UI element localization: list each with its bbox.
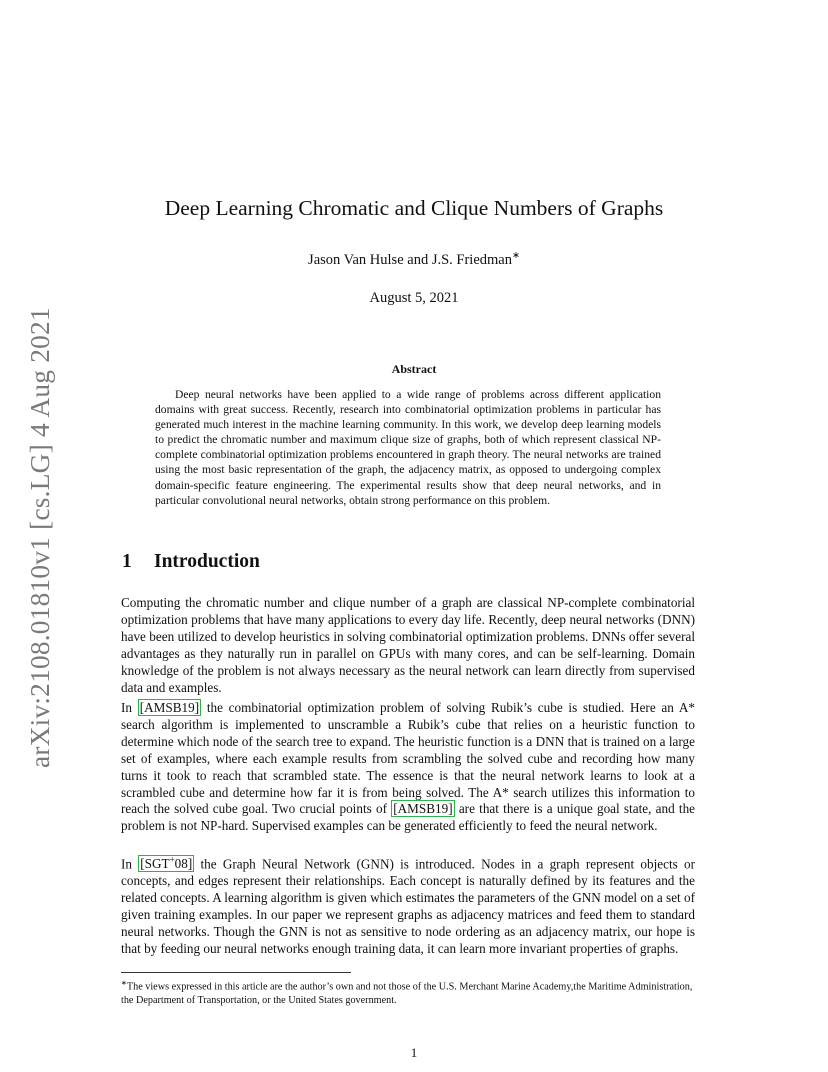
- intro-paragraph-2: [121, 700, 695, 835]
- section-number: 1: [122, 551, 132, 572]
- arxiv-identifier-stamp: arXiv:2108.01810v1 [cs.LG] 4 Aug 2021: [25, 307, 55, 768]
- footnote-text: The views expressed in this article are the author’s own and not those of the U.S. Merchant Marine Academy,the Maritime Administration, the Department of Transportation, or the United States government.: [121, 981, 693, 1007]
- citation-superscript: +: [169, 855, 175, 865]
- intro-paragraph-1: Computing the chromatic number and clique number of a graph are classical NP-complete combinatorial optimization problems that have many applications to every day life. Recently, deep neural networks (DNN) have been utilized to develop heuristics in solving combinatorial optimization problems. DNNs offer several advantages as they naturally run in parallel on GPUs with many cores, and can be self-learning. Domain knowledge of the problem is not always necessary as the neural network can learn directly from supervised data and examples.: [121, 595, 695, 695]
- paper-date: August 5, 2021: [369, 290, 459, 306]
- intro-paragraph-3: [121, 852, 695, 958]
- citation-label: AMSB19: [397, 801, 449, 817]
- footnote-divider: [121, 972, 351, 973]
- section-title: Introduction: [154, 551, 260, 572]
- author-names: Jason Van Hulse and J.S. Friedman: [308, 251, 512, 268]
- citation-label: SGT: [144, 856, 170, 872]
- abstract-text: Deep neural networks have been applied to a wide range of problems across different application domains with great success. Recently, research into combinatorial optimization problems in particular has generated much interest in the machine learning community. In this work, we develop deep learning models to predict the chromatic number and maximum clique size of graphs, both of which represent classical NP-complete combinatorial optimization problems encountered in graph theory. The neural networks are trained using the most basic representation of the graph, the adjacency matrix, as opposed to undergoing complex domain-specific feature engineering. The experimental results show that deep neural networks, and in particular convolutional neural networks, obtain strong performance on this problem.: [155, 388, 661, 507]
- citation-link-amsb19-second[interactable]: [AMSB19]: [393, 801, 453, 817]
- paragraph-text: are that there is a unique goal state, and the problem is not NP-hard. Supervised examples can be generated efficiently to feed the neural network.: [121, 801, 696, 834]
- paragraph-text: In: [121, 856, 139, 872]
- footnote: [121, 976, 695, 1008]
- footnote-mark: ∗: [121, 979, 127, 987]
- citation-year: 08: [174, 856, 188, 872]
- paragraph-text: In: [121, 700, 138, 715]
- author-footnote-mark: ∗: [511, 251, 520, 261]
- paragraph-text: the combinatorial optimization problem of solving Rubik’s cube is studied. Here an A* search algorithm is implemented to unscramble a Rubik’s cube that relies on a heuristic function to determine which node of the search tree to expand. The heuristic function is a DNN that is trained on a large set of examples, where each example results from scrambling the solved cube and recording how many turns it took to reach that scrambled state. The essence is that the neural network learns to look at a scrambled cube and determine how far it is from being solved. The A* search utilizes this information to reach the solved cube goal. Two crucial points of: [121, 700, 695, 817]
- citation-label: AMSB19: [144, 700, 195, 715]
- abstract-heading: Abstract: [391, 362, 437, 376]
- paragraph-text: the Graph Neural Network (GNN) is introduced. Nodes in a graph represent objects or concepts, and edges represent their relationships. Each concept is naturally defined by its features and the related concepts. A learning algorithm is given which estimates the parameters of the GNN model on a set of given training examples. In our paper we represent graphs as adjacency matrices and feed them to standard neural networks. Though the GNN is not as sensitive to node ordering as an adjacency matrix, our hope is that by feeding our neural networks enough training data, it can learn more invariant properties of graphs.: [121, 856, 695, 956]
- paper-title: Deep Learning Chromatic and Clique Numbers of Graphs: [164, 196, 664, 220]
- section-heading: [122, 551, 260, 573]
- author-line: [0, 250, 828, 269]
- page-number: 1: [410, 1045, 418, 1060]
- citation-link-sgt08[interactable]: [SGT+08]: [140, 855, 193, 872]
- citation-link-amsb19[interactable]: [AMSB19]: [139, 700, 200, 715]
